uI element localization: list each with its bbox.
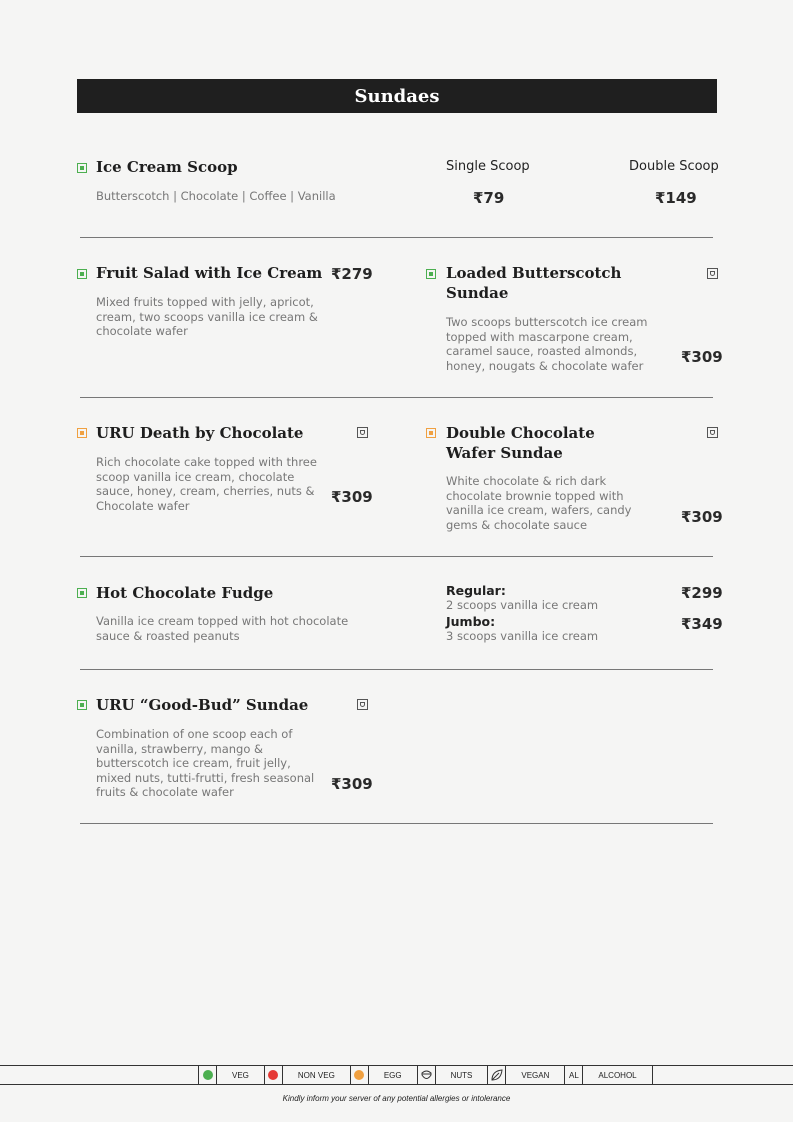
item-description: Mixed fruits topped with jelly, apricot, cream, two scoops vanilla ice cream & chocolate wafer (96, 295, 318, 338)
egg-legend-label: EGG (383, 1070, 402, 1080)
non-veg-legend-icon (264, 1066, 283, 1084)
option-label: Jumbo: (446, 614, 496, 629)
item-name: Fruit Salad with Ice Cream (96, 264, 323, 282)
item-description: Rich chocolate cake topped with three scoop vanilla ice cream, chocolate sauce, honey, cream, cherries, nuts & Chocolate wafer (96, 455, 317, 513)
nuts-icon (707, 268, 718, 279)
item-description: Vanilla ice cream topped with hot chocolate sauce & roasted peanuts (96, 614, 349, 643)
nuts-legend-label: NUTS (450, 1070, 473, 1080)
item-price: ₹279 (331, 265, 373, 283)
veg-legend-label: VEG (232, 1070, 249, 1080)
veg-icon (77, 269, 87, 279)
item-price: ₹309 (331, 775, 373, 793)
egg-icon (426, 428, 436, 438)
allergy-note: Kindly inform your server of any potential allergies or intolerance (282, 1094, 511, 1103)
veg-icon (77, 700, 87, 710)
item-name: Ice Cream Scoop (96, 158, 238, 176)
item-price: ₹309 (331, 488, 373, 506)
legend-end-border (652, 1066, 653, 1084)
option-price: ₹299 (681, 584, 723, 602)
item-price: ₹309 (681, 348, 723, 366)
egg-legend-icon (350, 1066, 369, 1084)
single-scoop-price: ₹79 (473, 189, 505, 207)
item-description: Butterscotch | Chocolate | Coffee | Vanilla (96, 189, 336, 203)
nuts-icon (357, 699, 368, 710)
single-scoop-label: Single Scoop (446, 159, 530, 174)
item-name: Double Chocolate Wafer Sundae (446, 424, 595, 462)
alcohol-legend-label: ALCOHOL (598, 1070, 637, 1080)
item-description: Combination of one scoop each of vanilla, strawberry, mango & butterscotch ice cream, fruit jelly, mixed nuts, tutti-frutti, fresh seasonal fruits & chocolate wafer (96, 727, 315, 799)
divider (80, 237, 713, 238)
item-price: ₹309 (681, 508, 723, 526)
veg-legend-icon (198, 1066, 217, 1084)
item-description: Two scoops butterscotch ice cream topped with mascarpone cream, caramel sauce, roasted almonds, honey, nougats & chocolate wafer (446, 315, 648, 373)
option-description: 3 scoops vanilla ice cream (446, 629, 599, 643)
divider (80, 556, 713, 557)
divider (80, 669, 713, 670)
non-veg-legend-label: NON VEG (297, 1070, 335, 1080)
item-name: Hot Chocolate Fudge (96, 584, 274, 602)
item-name: URU “Good-Bud” Sundae (96, 696, 309, 714)
option-description: 2 scoops vanilla ice cream (446, 598, 599, 612)
egg-icon (77, 428, 87, 438)
item-name: URU Death by Chocolate (96, 424, 304, 442)
divider (80, 397, 713, 398)
item-name: Loaded Butterscotch Sundae (446, 264, 622, 302)
divider (80, 823, 713, 824)
double-scoop-price: ₹149 (655, 189, 697, 207)
alcohol-legend-icon: AL (564, 1066, 583, 1084)
item-description: White chocolate & rich dark chocolate brownie topped with vanilla ice cream, wafers, candy gems & chocolate sauce (446, 474, 632, 532)
vegan-legend-icon (487, 1066, 506, 1084)
nuts-legend-icon (417, 1066, 436, 1084)
option-price: ₹349 (681, 615, 723, 633)
veg-icon (77, 588, 87, 598)
option-label: Regular: (446, 583, 506, 598)
vegan-legend-label: VEGAN (521, 1070, 550, 1080)
veg-icon (426, 269, 436, 279)
nuts-icon (707, 427, 718, 438)
veg-icon (77, 163, 87, 173)
section-title: Sundaes (77, 79, 717, 113)
double-scoop-label: Double Scoop (629, 159, 719, 174)
nuts-icon (357, 427, 368, 438)
dietary-legend (0, 1065, 793, 1085)
